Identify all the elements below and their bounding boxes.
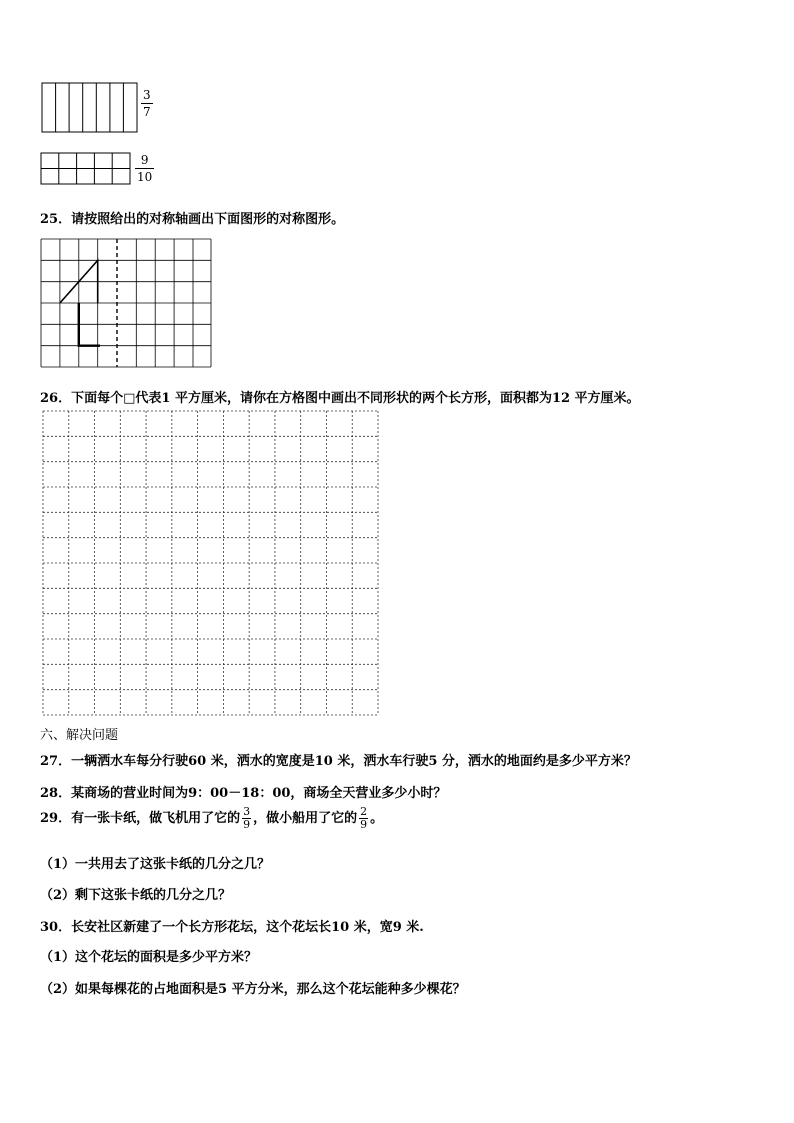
- question-27: 27．一辆洒水车每分行驶60 米，洒水的宽度是10 米，洒水车行驶5 分，洒水的地面约是多少平方米？: [40, 754, 637, 769]
- q29-frac1-denominator: 9: [243, 818, 251, 831]
- question-29-sub-1: （1）一共用去了这张卡纸的几分之几？: [40, 857, 271, 872]
- question-28: 28．某商场的营业时间为9：00－18：00，商场全天营业多少小时？: [40, 786, 447, 801]
- question-29-fraction-2: [359, 806, 368, 831]
- question-30-sub-2: （2）如果每棵花的占地面积是5 平方分米，那么这个花坛能种多少棵花？: [40, 982, 466, 997]
- question-29-mid: ，做小船用了它的: [253, 811, 358, 826]
- dotted-square-grid: [42, 410, 382, 718]
- question-29-post: 。: [370, 811, 384, 826]
- fraction-figure-sevenths: [41, 82, 141, 134]
- fraction-label-2: [135, 153, 154, 184]
- question-30: 30．长安社区新建了一个长方形花坛，这个花坛长10 米，宽9 米.: [40, 920, 424, 935]
- question-30-sub-1: （1）这个花坛的面积是多少平方米？: [40, 950, 258, 965]
- question-26: 26．下面每个□代表1 平方厘米，请你在方格图中画出不同形状的两个长方形，面积都为12 平方厘米。: [40, 391, 640, 406]
- fraction-1-numerator: 3: [143, 88, 151, 102]
- question-29-pre: 29．有一张卡纸，做飞机用了它的: [40, 811, 241, 826]
- question-29-sub-2: （2）剩下这张卡纸的几分之几？: [40, 888, 232, 903]
- fraction-2-denominator: 10: [137, 170, 153, 184]
- fraction-1-denominator: 7: [143, 105, 151, 119]
- question-29: [40, 806, 383, 832]
- symmetry-grid: [40, 238, 214, 370]
- question-29-fraction-1: [242, 806, 251, 831]
- q29-frac1-numerator: 3: [243, 805, 251, 818]
- q29-frac2-denominator: 9: [360, 818, 368, 831]
- fraction-figure-tenths: [40, 152, 132, 186]
- question-25: 25．请按照给出的对称轴画出下面图形的对称图形。: [40, 212, 345, 227]
- fraction-2-numerator: 9: [140, 153, 149, 167]
- fraction-label-1: [141, 88, 153, 119]
- section-6-title: 六、解决问题: [40, 728, 119, 743]
- q29-frac2-numerator: 2: [360, 805, 368, 818]
